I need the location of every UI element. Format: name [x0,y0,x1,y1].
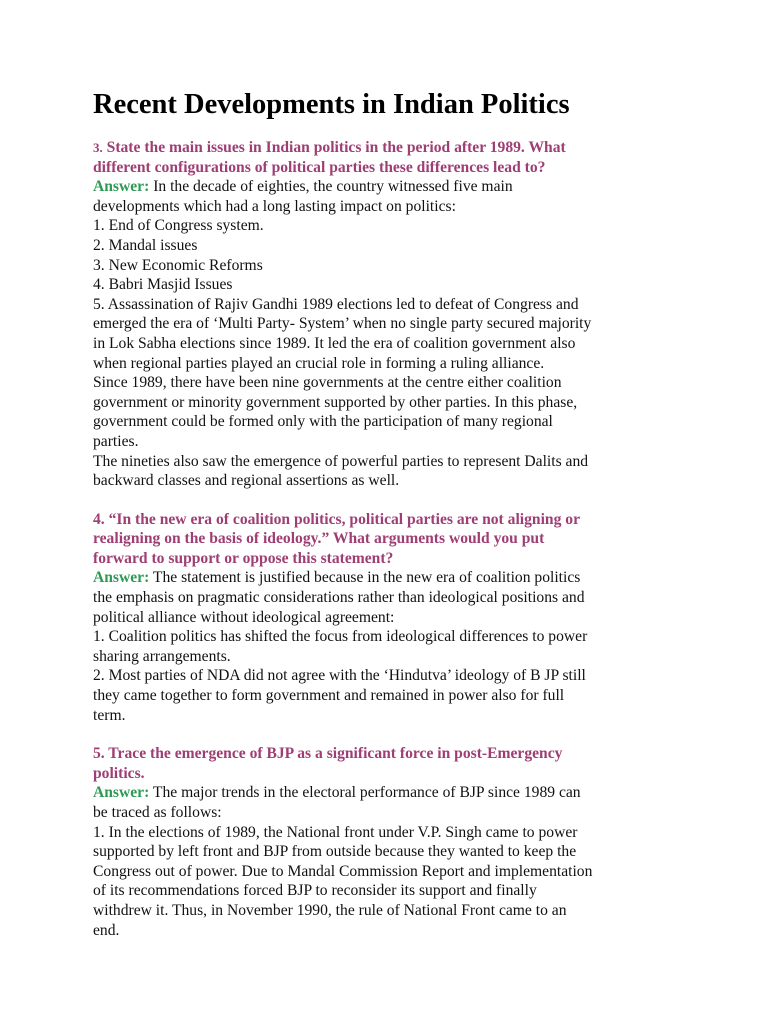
question-line: 5. Trace the emergence of BJP as a significant force in post-Emergency [93,745,563,763]
answer-line: sharing arrangements. [93,647,231,665]
answer-label: Answer: [93,178,150,196]
answer-line: in Lok Sabha elections since 1989. It led the era of coalition government also [93,334,576,352]
answer-line: be traced as follows: [93,804,222,821]
qa-section-3 [93,138,693,491]
answer-line: Answer: The statement is justified because in the new era of coalition politics [93,569,581,587]
question-line: 3. State the main issues in Indian politics in the period after 1989. What [93,139,566,156]
answer-line: when regional parties played an crucial role in forming a ruling alliance. [93,354,545,372]
answer-line: political alliance without ideological agreement: [93,608,395,626]
question-3 [93,138,693,177]
question-number: 3. [93,140,103,155]
answer-line: the emphasis on pragmatic considerations rather than ideological positions and [93,589,585,607]
qa-section-5 [93,744,693,940]
answer-line: Answer: In the decade of eighties, the country witnessed five main [93,178,513,196]
list-item: 3. New Economic Reforms [93,256,263,274]
question-line: 4. “In the new era of coalition politics, political parties are not aligning or [93,510,580,528]
list-item: 2. Mandal issues [93,236,198,254]
document-page [93,86,693,959]
answer-line: end. [93,921,120,939]
answer-line: they came together to form government and remained in power also for full [93,687,565,705]
question-5 [93,744,693,783]
answer-5 [93,783,693,940]
answer-line: supported by left front and BJP from outside because they wanted to keep the [93,843,577,861]
answer-label: Answer: [93,569,150,587]
answer-line: Congress out of power. Due to Mandal Commission Report and implementation [93,862,593,880]
question-line: different configurations of political parties these differences lead to? [93,158,546,176]
answer-line: Answer: The major trends in the electoral performance of BJP since 1989 can [93,784,581,802]
answer-3 [93,177,693,491]
question-line: politics. [93,764,145,782]
answer-line: Since 1989, there have been nine governments at the centre either coalition [93,374,562,392]
answer-label: Answer: [93,784,150,802]
list-item: 5. Assassination of Rajiv Gandhi 1989 elections led to defeat of Congress and [93,295,579,313]
question-line: forward to support or oppose this statement? [93,549,394,567]
answer-line: The nineties also saw the emergence of powerful parties to represent Dalits and [93,452,589,470]
answer-line: emerged the era of ‘Multi Party- System’ when no single party secured majority [93,315,592,333]
answer-line: of its recommendations forced BJP to reconsider its support and finally [93,882,537,900]
answer-line: backward classes and regional assertions as well. [93,472,400,490]
list-item: 1. Coalition politics has shifted the focus from ideological differences to power [93,628,588,646]
list-item: 4. Babri Masjid Issues [93,276,233,294]
answer-line: government or minority government supported by other parties. In this phase, [93,393,578,411]
question-line: realigning on the basis of ideology.” What arguments would you put [93,530,545,548]
answer-line: withdrew it. Thus, in November 1990, the rule of National Front came to an [93,901,567,919]
qa-section-4 [93,510,693,726]
question-4 [93,510,693,569]
answer-4 [93,568,693,725]
answer-line: parties. [93,432,139,450]
answer-line: developments which had a long lasting impact on politics: [93,197,456,215]
answer-line: term. [93,706,126,724]
list-item: 1. In the elections of 1989, the National front under V.P. Singh came to power [93,823,578,841]
page-title: Recent Developments in Indian Politics [93,89,570,120]
list-item: 1. End of Congress system. [93,217,264,235]
answer-line: government could be formed only with the participation of many regional [93,413,553,431]
list-item: 2. Most parties of NDA did not agree with the ‘Hindutva’ ideology of B JP still [93,667,586,685]
